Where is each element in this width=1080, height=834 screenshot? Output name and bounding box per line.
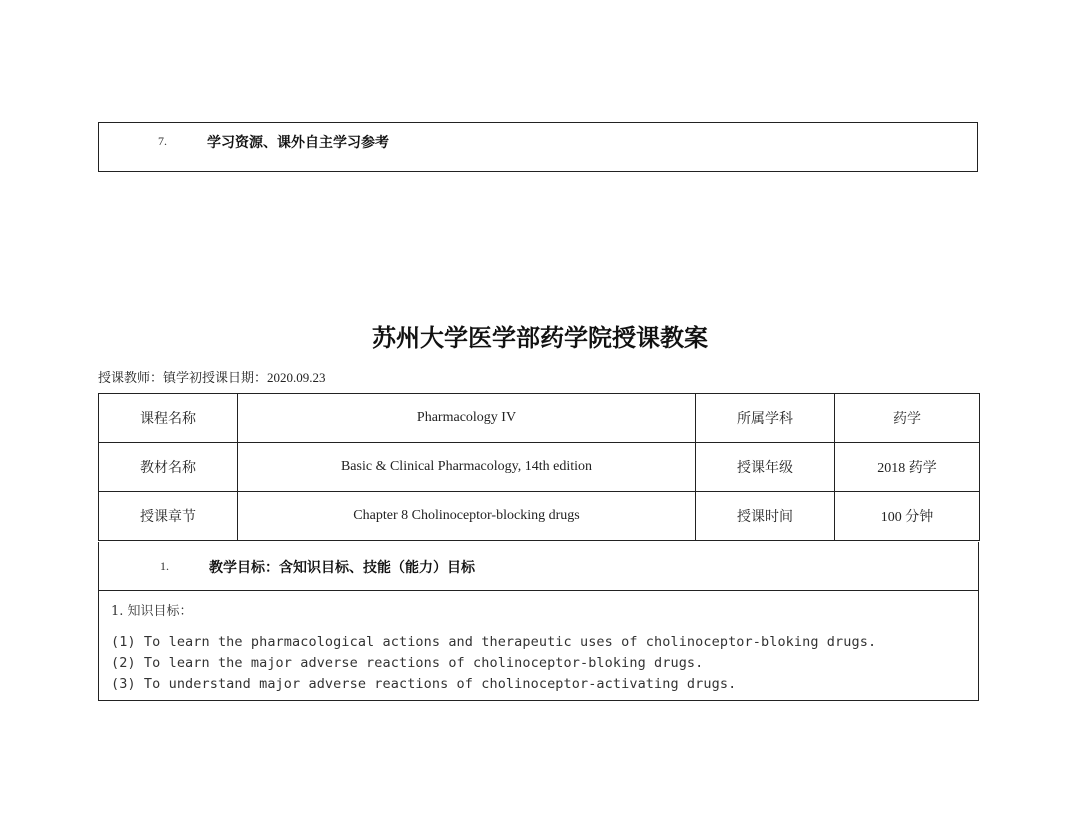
textbook-value: Basic & Clinical Pharmacology, 14th edition <box>238 443 696 492</box>
lesson-meta <box>98 367 326 386</box>
resources-section-box <box>98 122 978 172</box>
chapter-label: 授课章节 <box>99 492 238 541</box>
section-title: 教学目标：含知识目标、技能（能力）目标 <box>209 560 475 576</box>
objective-item: (1) To learn the pharmacological actions and therapeutic uses of cholinoceptor-bloking drugs. <box>111 634 877 650</box>
objective-item: (3) To understand major adverse reactions of cholinoceptor-activating drugs. <box>111 676 737 692</box>
discipline-value: 药学 <box>835 394 980 443</box>
date-value: 2020.09.23 <box>267 370 326 385</box>
date-label: 授课日期： <box>202 371 268 386</box>
course-name-value: Pharmacology IV <box>238 394 696 443</box>
goals-header <box>99 542 978 591</box>
table-row <box>99 492 980 541</box>
table-row <box>99 443 980 492</box>
table-row <box>99 394 980 443</box>
duration-value: 100 分钟 <box>835 492 980 541</box>
teacher-name: 镇学初 <box>163 371 203 386</box>
teacher-label: 授课教师： <box>98 371 164 386</box>
chapter-value: Chapter 8 Cholinoceptor-blocking drugs <box>238 492 696 541</box>
knowledge-goal-label: 1. 知识目标： <box>111 604 193 619</box>
grade-label: 授课年级 <box>696 443 835 492</box>
course-info-table <box>98 393 980 541</box>
page-title: 苏州大学医学部药学院授课教案 <box>372 323 708 352</box>
duration-label: 授课时间 <box>696 492 835 541</box>
section-title: 学习资源、课外自主学习参考 <box>207 135 389 151</box>
discipline-label: 所属学科 <box>696 394 835 443</box>
grade-value: 2018 药学 <box>835 443 980 492</box>
course-name-label: 课程名称 <box>99 394 238 443</box>
teaching-goals-box <box>98 542 979 701</box>
objective-item: (2) To learn the major adverse reactions of cholinoceptor-bloking drugs. <box>111 655 704 671</box>
section-number: 1. <box>160 559 169 573</box>
section-number: 7. <box>158 134 167 148</box>
textbook-label: 教材名称 <box>99 443 238 492</box>
